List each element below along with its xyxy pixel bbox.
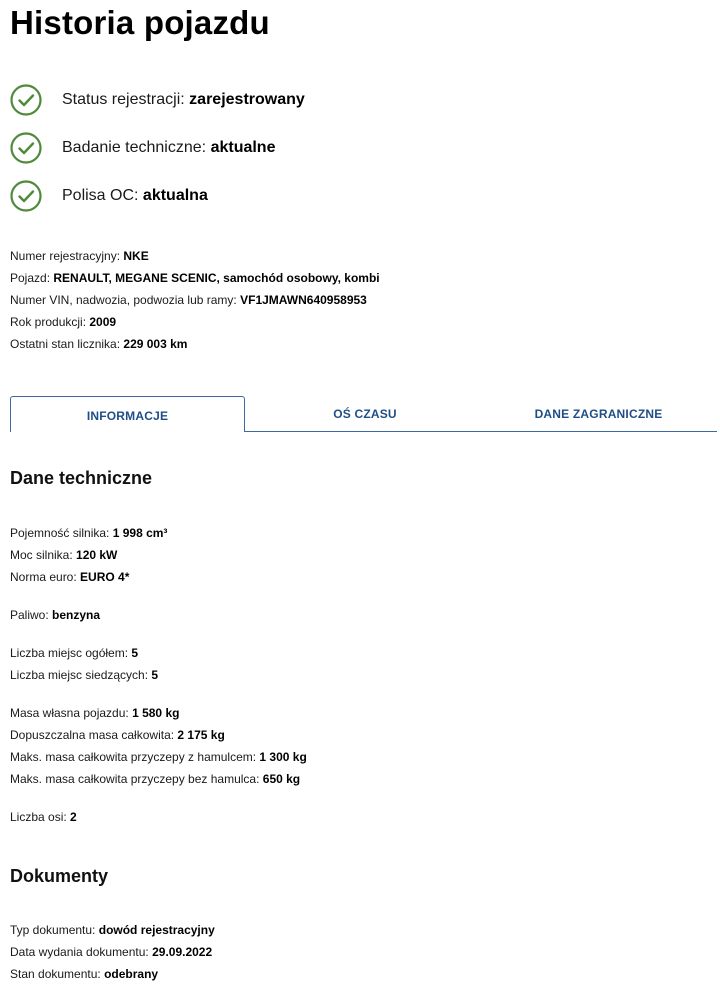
info-label: Numer rejestracyjny: bbox=[10, 249, 121, 263]
tech-row bbox=[10, 724, 307, 746]
status-inspection-text bbox=[62, 139, 275, 157]
tech-row bbox=[10, 522, 307, 544]
status-list bbox=[10, 84, 305, 228]
tab-os-czasu[interactable]: OŚ CZASU bbox=[333, 407, 397, 421]
tech-row bbox=[10, 664, 307, 686]
info-label: Rok produkcji: bbox=[10, 315, 87, 329]
tech-value: 1 300 kg bbox=[259, 750, 307, 764]
info-label: Numer VIN, nadwozia, podwozia lub ramy: bbox=[10, 293, 237, 307]
info-row-odometer bbox=[10, 333, 380, 355]
doc-label: Stan dokumentu: bbox=[10, 967, 101, 981]
doc-label: Typ dokumentu: bbox=[10, 923, 96, 937]
status-registration-text bbox=[62, 91, 305, 109]
tech-value: 2 175 kg bbox=[177, 728, 225, 742]
status-value: aktualne bbox=[210, 139, 276, 156]
tech-row bbox=[10, 702, 307, 724]
status-row-inspection bbox=[10, 132, 305, 164]
tech-label: Paliwo: bbox=[10, 608, 49, 622]
tech-label: Maks. masa całkowita przyczepy bez hamulca: bbox=[10, 772, 260, 786]
doc-row bbox=[10, 919, 215, 941]
status-value: aktualna bbox=[142, 187, 208, 204]
doc-label: Data wydania dokumentu: bbox=[10, 945, 149, 959]
tech-value: 650 kg bbox=[262, 772, 301, 786]
tech-value: 1 998 cm³ bbox=[112, 526, 168, 540]
tech-value: EURO 4* bbox=[80, 570, 130, 584]
doc-value: odebrany bbox=[104, 967, 159, 981]
doc-value: dowód rejestracyjny bbox=[98, 923, 215, 937]
tab-bar bbox=[10, 396, 717, 432]
tech-label: Liczba miejsc siedzących: bbox=[10, 668, 149, 682]
tech-label: Pojemność silnika: bbox=[10, 526, 110, 540]
tech-group-seats bbox=[10, 642, 307, 686]
tech-row bbox=[10, 746, 307, 768]
tech-row bbox=[10, 642, 307, 664]
tech-label: Liczba osi: bbox=[10, 810, 67, 824]
status-row-registration bbox=[10, 84, 305, 116]
tech-group-fuel bbox=[10, 604, 307, 626]
status-row-insurance bbox=[10, 180, 305, 212]
tech-value: 5 bbox=[131, 646, 139, 660]
info-value: 229 003 km bbox=[123, 337, 188, 351]
tech-value: 1 580 kg bbox=[132, 706, 180, 720]
tech-value: 5 bbox=[151, 668, 159, 682]
tech-value: 120 kW bbox=[76, 548, 118, 562]
tech-row bbox=[10, 604, 307, 626]
doc-value: 29.09.2022 bbox=[152, 945, 213, 959]
doc-row bbox=[10, 963, 215, 985]
status-label: Badanie techniczne: bbox=[62, 139, 207, 156]
tech-row bbox=[10, 544, 307, 566]
info-label: Ostatni stan licznika: bbox=[10, 337, 121, 351]
info-value: VF1JMAWN640958953 bbox=[240, 293, 367, 307]
tab-informacje[interactable]: INFORMACJE bbox=[10, 396, 245, 432]
info-row-vin bbox=[10, 289, 380, 311]
info-value: NKE bbox=[123, 249, 149, 263]
tech-value: 2 bbox=[70, 810, 77, 824]
vehicle-info bbox=[10, 245, 380, 355]
info-value: 2009 bbox=[89, 315, 117, 329]
tech-row bbox=[10, 566, 307, 588]
info-label: Pojazd: bbox=[10, 271, 51, 285]
tech-value: benzyna bbox=[52, 608, 101, 622]
tech-row bbox=[10, 768, 307, 790]
tech-label: Maks. masa całkowita przyczepy z hamulcem: bbox=[10, 750, 257, 764]
tech-row bbox=[10, 806, 307, 828]
section-title-documents: Dokumenty bbox=[10, 866, 109, 886]
tech-label: Liczba miejsc ogółem: bbox=[10, 646, 129, 660]
tech-group-axles bbox=[10, 806, 307, 828]
status-label: Polisa OC: bbox=[62, 187, 139, 204]
tech-data bbox=[10, 522, 307, 828]
tech-label: Moc silnika: bbox=[10, 548, 73, 562]
info-value: RENAULT, MEGANE SCENIC, samochód osobowy, kombi bbox=[53, 271, 380, 285]
info-row-production-year bbox=[10, 311, 380, 333]
section-title-tech: Dane techniczne bbox=[10, 468, 153, 488]
documents bbox=[10, 919, 215, 985]
tech-label: Dopuszczalna masa całkowita: bbox=[10, 728, 175, 742]
info-row-registration-number bbox=[10, 245, 380, 267]
status-insurance-text bbox=[62, 187, 208, 205]
info-row-vehicle bbox=[10, 267, 380, 289]
check-circle-icon bbox=[10, 132, 42, 164]
doc-row bbox=[10, 941, 215, 963]
tech-group-engine bbox=[10, 522, 307, 588]
tab-dane-zagraniczne[interactable]: DANE ZAGRANICZNE bbox=[534, 407, 663, 421]
tech-group-mass bbox=[10, 702, 307, 790]
tech-label: Masa własna pojazdu: bbox=[10, 706, 129, 720]
page-title: Historia pojazdu bbox=[10, 4, 270, 41]
check-circle-icon bbox=[10, 180, 42, 212]
status-value: zarejestrowany bbox=[189, 91, 305, 108]
status-label: Status rejestracji: bbox=[62, 91, 185, 108]
tech-label: Norma euro: bbox=[10, 570, 77, 584]
check-circle-icon bbox=[10, 84, 42, 116]
